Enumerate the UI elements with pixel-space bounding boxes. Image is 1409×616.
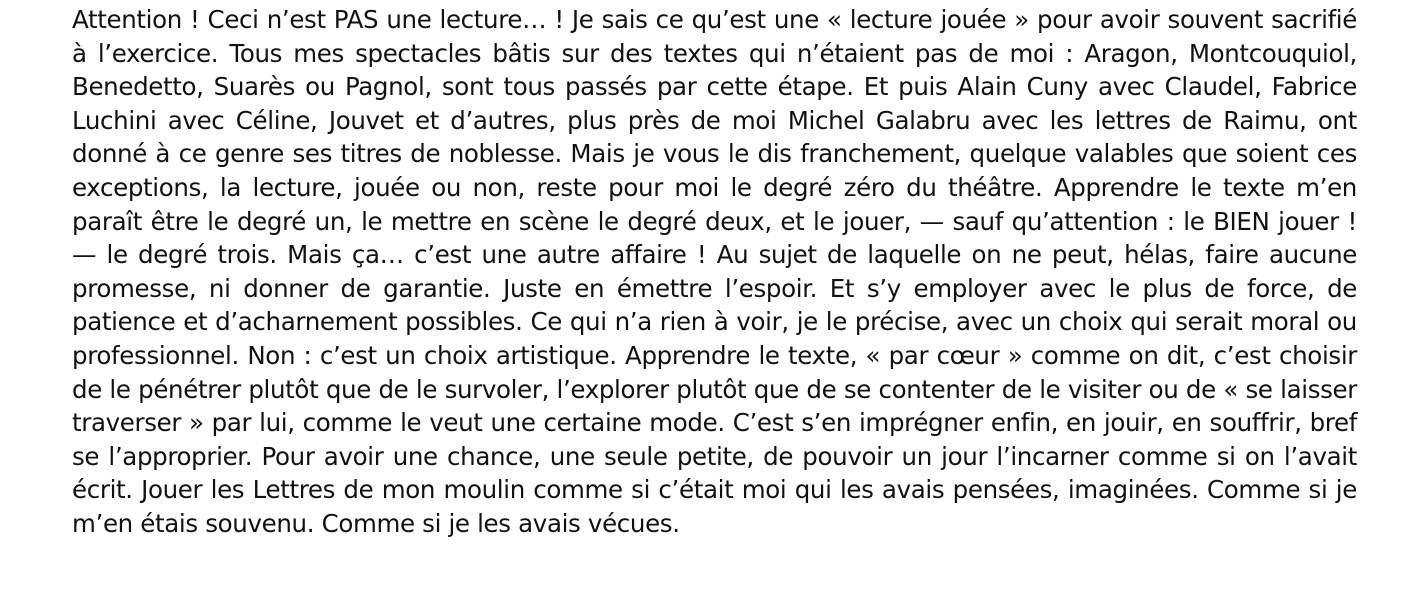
body-paragraph: Attention ! Ceci n’est PAS une lecture… ! Je sais ce qu’est une « lecture jouée » pour avoir souvent sacrifié à l’exercice. Tous mes spectacles bâtis sur des textes qui n’étaient pas de moi : Aragon, Montcouquiol, Benedetto, Suarès ou Pagnol, sont tous passés par cette étape. Et puis Alain Cuny avec Claudel, Fabrice Luchini avec Céline, Jouvet et d’autres, plus près de moi Michel Galabru avec les lettres de Raimu, ont donné à ce genre ses titres de noblesse. Mais je vous le dis franchement, quelque valables que soient ces exceptions, la lecture, jouée ou non, reste pour moi le degré zéro du théâtre. Apprendre le texte m’en paraît être le degré un, le mettre en scène le degré deux, et le jouer, — sauf qu’attention : le BIEN jouer ! — le degré trois. Mais ça… c’est une autre affaire ! Au sujet de laquelle on ne peut, hélas, faire aucune promesse, ni donner de garantie. Juste en émettre l’espoir. Et s’y employer avec le plus de force, de patience et d’acharnement possibles. Ce qui n’a rien à voir, je le précise, avec un choix qui serait moral ou professionnel. Non : c’est un choix artistique. Apprendre le texte, « par cœur » comme on dit, c’est choisir de le pénétrer plutôt que de le survoler, l’explorer plutôt que de se contenter de le visiter ou de « se laisser traverser » par lui, comme le veut une certaine mode. C’est s’en imprégner enfin, en jouir, en souffrir, bref se l’approprier. Pour avoir une chance, une seule petite, de pouvoir un jour l’incarner comme si on l’avait écrit. Jouer les Lettres de mon moulin comme si c’était moi qui les avais pensées, imaginées. Comme si je m’en étais souvenu. Comme si je les avais vécues.: [72, 5, 1357, 538]
document-page: [72, 3, 1357, 541]
